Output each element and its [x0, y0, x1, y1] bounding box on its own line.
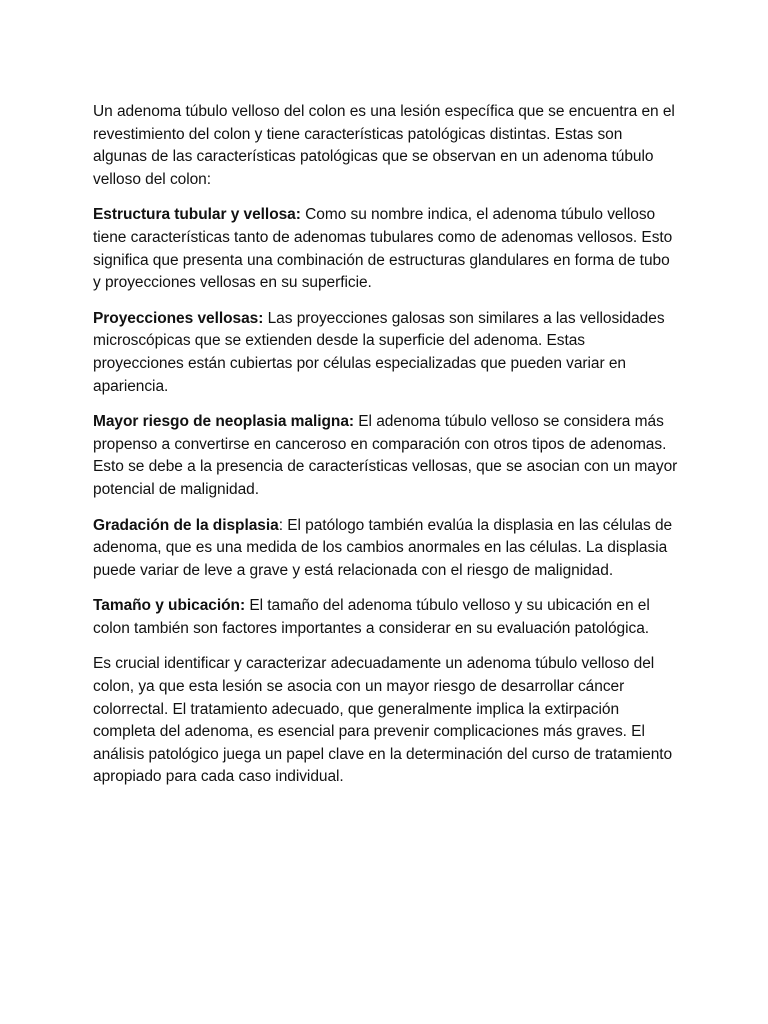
section-structure	[93, 204, 679, 294]
intro-paragraph: Un adenoma túbulo velloso del colon es una lesión específica que se encuentra en el revestimiento del colon y tiene características patológicas distintas. Estas son algunas de las características patológicas que se observan en un adenoma túbulo velloso del colon:	[93, 103, 675, 188]
section-body: Las proyecciones galosas son similares a las vellosidades microscópicas que se extienden desde la superficie del adenoma. Estas proyecciones están cubiertas por células especializadas que pueden variar en apariencia.	[93, 309, 665, 395]
section-villous-projections	[93, 308, 679, 398]
section-body: El tamaño del adenoma túbulo velloso y su ubicación en el colon también son factores importantes a considerar en su evaluación patológica.	[93, 597, 650, 637]
section-malignancy-risk	[93, 411, 679, 501]
section-body: : El patólogo también evalúa la displasia en las células de adenoma, que es una medida de los cambios anormales en las células. La displasia puede variar de leve a grave y está relacionada con el riesgo de malignidad.	[93, 516, 673, 579]
section-heading: Proyecciones vellosas:	[93, 309, 264, 327]
section-heading: Tamaño y ubicación:	[93, 597, 246, 615]
document-body	[93, 101, 679, 802]
section-body: El adenoma túbulo velloso se considera más propenso a convertirse en canceroso en comparación con otros tipos de adenomas. Esto se debe a la presencia de características vellosas, que se asocian con un mayor potencial de malignidad.	[93, 413, 678, 498]
conclusion-paragraph: Es crucial identificar y caracterizar adecuadamente un adenoma túbulo velloso del colon, ya que esta lesión se asocia con un mayor riesgo de desarrollar cáncer colorrectal. El tratamiento adecuado, que generalmente implica la extirpación completa del adenoma, es esencial para prevenir complicaciones más graves. El análisis patológico juega un papel clave en la determinación del curso de tratamiento apropiado para cada caso individual.	[93, 655, 673, 786]
section-heading: Mayor riesgo de neoplasia maligna:	[93, 413, 355, 431]
section-heading: Estructura tubular y vellosa:	[93, 206, 301, 224]
section-body: Como su nombre indica, el adenoma túbulo velloso tiene características tanto de adenomas tubulares como de adenomas vellosos. Esto significa que presenta una combinación de estructuras glandulares en forma de tubo y proyecciones vellosas en su superficie.	[93, 206, 673, 292]
section-heading: Gradación de la displasia	[93, 516, 279, 534]
section-dysplasia-grade	[93, 515, 679, 583]
section-size-location	[93, 595, 679, 640]
